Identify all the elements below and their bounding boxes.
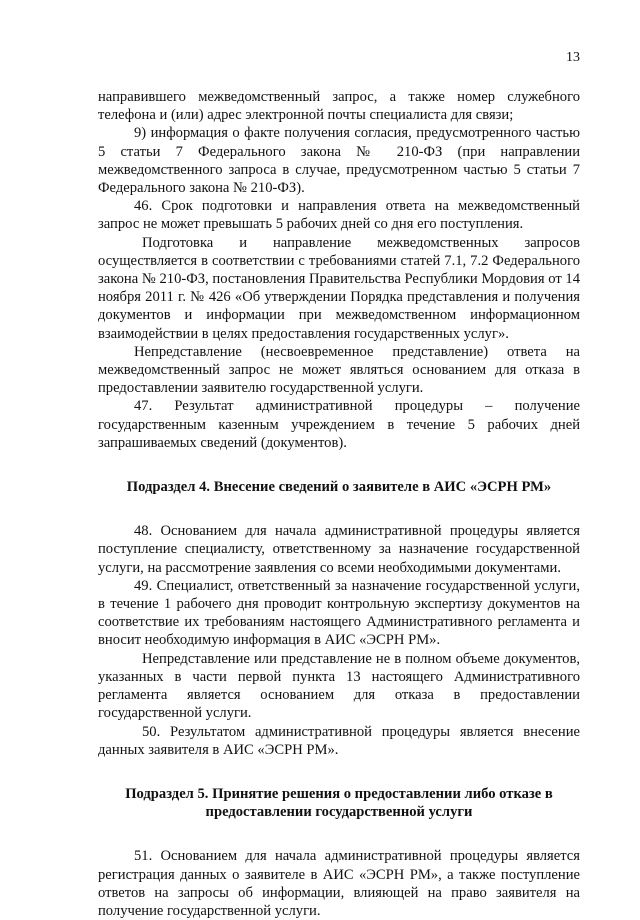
- paragraph-requester-contact: направившего межведомственный запрос, а также номер служебного телефона и (или) адрес электронной почты специалиста для связи;: [98, 89, 580, 124]
- paragraph-47: 47. Результат административной процедуры – получение государственным казенным учреждением в течение 5 рабочих дней запрашиваемых сведений (документов).: [98, 398, 580, 451]
- paragraph-requests-preparation: Подготовка и направление межведомственных запросов осуществляется в соответствии с требованиями статей 7.1, 7.2 Федерального закона № 210-ФЗ, постановления Правительства Республики Мордовия от 14 ноября 2011 г. № 426 «Об утверждении Порядка представления и получения документов и информации при межведомственном информационном взаимодействии в целях предоставления государственных услуг».: [98, 234, 580, 342]
- page-number: 13: [566, 50, 580, 65]
- subsection-5-heading: Подраздел 5. Принятие решения о предоставлении либо отказе в предоставлении государственной услуги: [125, 785, 553, 821]
- paragraph-incomplete-documents: Непредставление или представление не в полном объеме документов, указанных в части первой пункта 13 настоящего Административного регламента является основанием для отказа в предоставлении государственной услуги.: [98, 650, 580, 722]
- document-body: [98, 88, 580, 920]
- paragraph-51: 51. Основанием для начала административной процедуры является регистрация данных о заявителе в АИС «ЭСРН РМ», а также поступление ответов на запросы об информации, влияющей на право заявителя на получение государственной услуги.: [98, 848, 580, 919]
- paragraph-50: 50. Результатом административной процедуры является внесение данных заявителя в АИС «ЭСРН РМ».: [98, 723, 580, 758]
- paragraph-item-9: 9) информация о факте получения согласия, предусмотренного частью 5 статьи 7 Федерального закона № 210-ФЗ (при направлении межведомственного запроса в случае, предусмотренном частью 5 статьи 7 Федерального закона № 210-ФЗ).: [98, 125, 580, 197]
- paragraph-46: 46. Срок подготовки и направления ответа на межведомственный запрос не может превышать 5 рабочих дней со дня его поступления.: [98, 198, 580, 233]
- subsection-4-heading: Подраздел 4. Внесение сведений о заявителе в АИС «ЭСРН РМ»: [126, 479, 552, 496]
- paragraph-non-submission: Непредставление (несвоевременное представление) ответа на межведомственный запрос не может являться основанием для отказа в предоставлении заявителю государственной услуги.: [98, 343, 580, 397]
- paragraph-48: 48. Основанием для начала административной процедуры является поступление специалисту, ответственному за назначение государственной услуги, на рассмотрение заявления со всеми необходимыми документами.: [98, 523, 580, 576]
- paragraph-49: 49. Специалист, ответственный за назначение государственной услуги, в течение 1 рабочего дня проводит контрольную экспертизу документов на соответствие их требованиям настоящего Административного регламента и вносит необходимую информация в АИС «ЭСРН РМ».: [98, 577, 580, 649]
